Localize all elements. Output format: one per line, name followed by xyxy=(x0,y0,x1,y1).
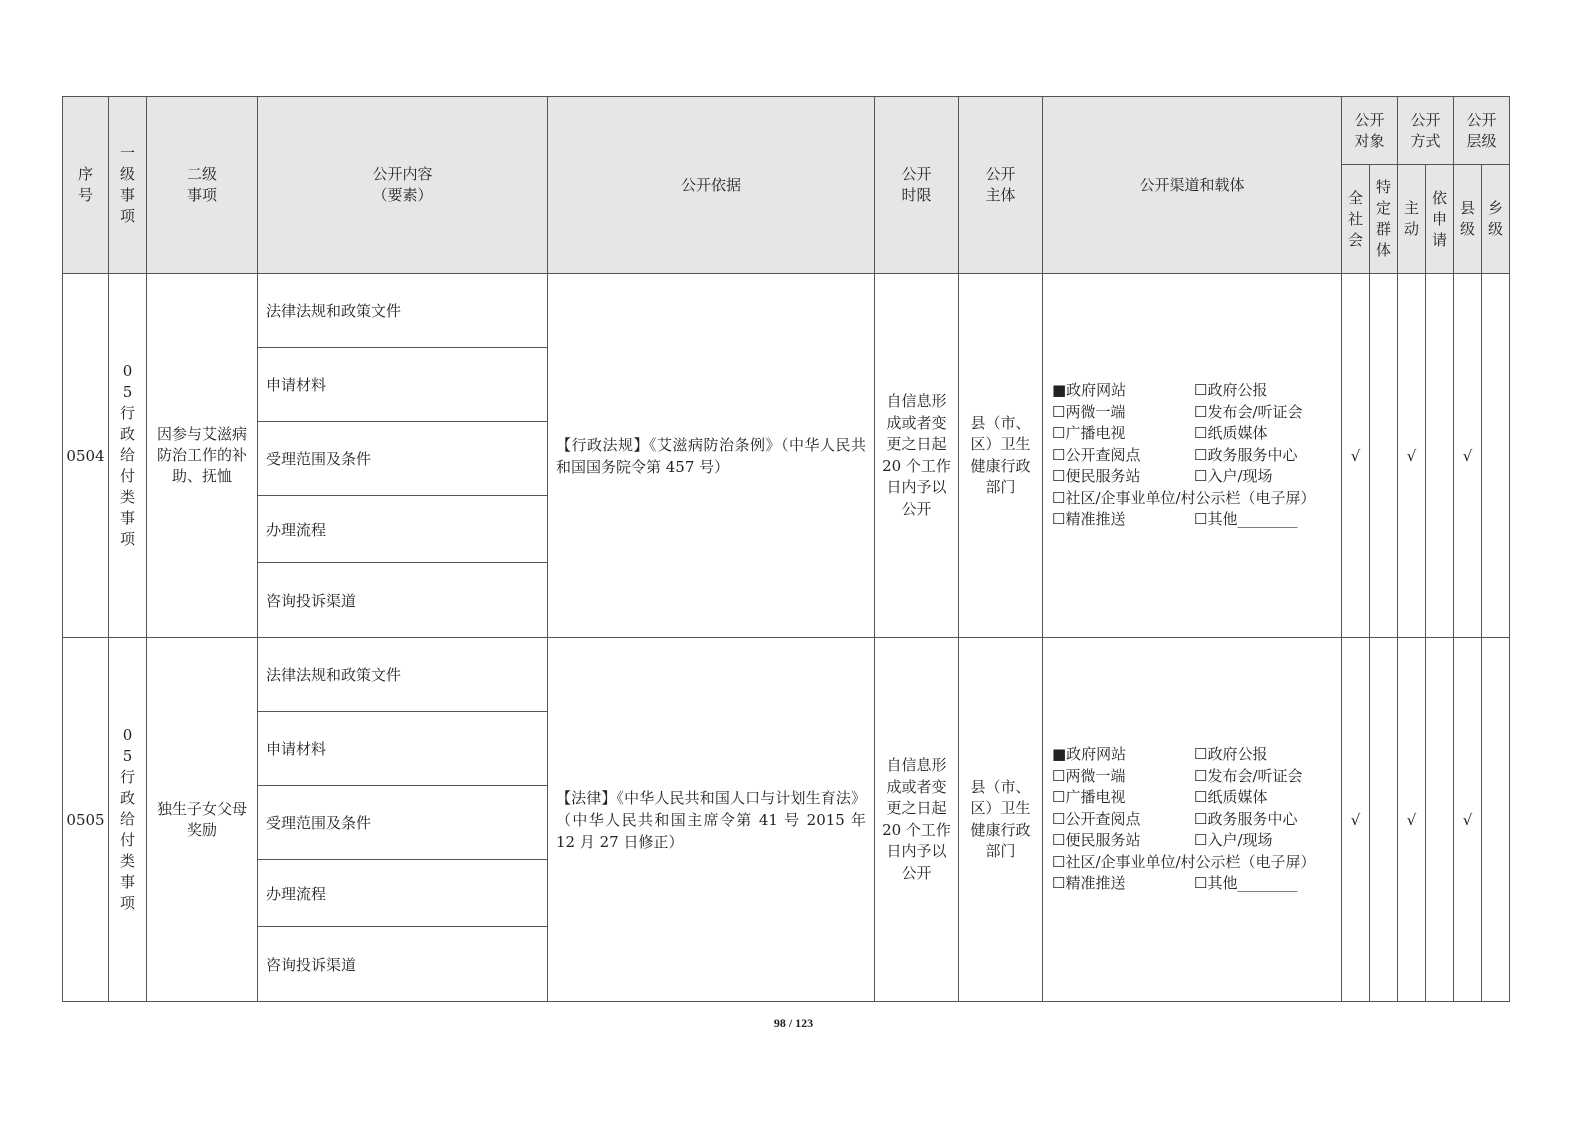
channel-item: ☐精准推送 xyxy=(1052,874,1126,893)
row-seq: 0505 xyxy=(63,638,109,1002)
mark-target-all: √ xyxy=(1342,274,1370,638)
channel-item: ☐入户/现场 xyxy=(1194,467,1273,486)
mark-target-group xyxy=(1370,274,1398,638)
channel-item: ☐公开查阅点 xyxy=(1052,445,1141,464)
mark-method-apply xyxy=(1426,274,1454,638)
channel-item: ☐社区/企事业单位/村公示栏（电子屏） xyxy=(1052,852,1316,871)
channel-item: ☐纸质媒体 xyxy=(1194,788,1268,807)
row-seq: 0504 xyxy=(63,274,109,638)
header-target-all: 全社会 xyxy=(1342,165,1370,274)
channel-item: ☐两微一端 xyxy=(1052,402,1126,421)
header-seq: 序号 xyxy=(63,97,109,274)
channel-item: ☐社区/企事业单位/村公示栏（电子屏） xyxy=(1052,488,1316,507)
header-target: 公开对象 xyxy=(1342,97,1398,165)
mark-target-group xyxy=(1370,638,1398,1002)
mark-target-all: √ xyxy=(1342,638,1370,1002)
row-level2: 因参与艾滋病防治工作的补助、抚恤 xyxy=(147,274,258,638)
header-method-apply: 依申请 xyxy=(1426,165,1454,274)
row-channels xyxy=(1043,274,1342,638)
table-row xyxy=(63,274,1510,348)
row-time-limit: 自信息形成或者变更之日起 20 个工作日内予以公开 xyxy=(875,274,959,638)
element-item: 咨询投诉渠道 xyxy=(258,563,548,638)
row-subject: 县（市、区）卫生健康行政部门 xyxy=(959,638,1043,1002)
row-channels xyxy=(1043,638,1342,1002)
mark-level-town xyxy=(1482,638,1510,1002)
header-level-county: 县级 xyxy=(1454,165,1482,274)
header-target-group: 特定群体 xyxy=(1370,165,1398,274)
element-item: 申请材料 xyxy=(258,712,548,786)
channel-item: ☐政府公报 xyxy=(1194,381,1268,400)
header-level-town: 乡级 xyxy=(1482,165,1510,274)
element-item: 法律法规和政策文件 xyxy=(258,638,548,712)
channel-item: ☐广播电视 xyxy=(1052,424,1126,443)
mark-level-county: √ xyxy=(1454,638,1482,1002)
row-level1: 05行政给付类事项 xyxy=(109,274,147,638)
mark-method-active: √ xyxy=(1398,638,1426,1002)
table-row xyxy=(63,638,1510,712)
element-item: 办理流程 xyxy=(258,860,548,927)
element-item: 受理范围及条件 xyxy=(258,422,548,496)
header-basis: 公开依据 xyxy=(548,97,875,274)
row-level1: 05行政给付类事项 xyxy=(109,638,147,1002)
channel-item: ☐其他________ xyxy=(1194,510,1298,529)
row-subject: 县（市、区）卫生健康行政部门 xyxy=(959,274,1043,638)
header-content-sub: （要素） xyxy=(372,186,433,204)
channel-item: ☐精准推送 xyxy=(1052,510,1126,529)
mark-level-county: √ xyxy=(1454,274,1482,638)
mark-method-active: √ xyxy=(1398,274,1426,638)
row-basis: 【法律】《中华人民共和国人口与计划生育法》（中华人民共和国主席令第 41 号 2015 年 12 月 27 日修正） xyxy=(548,638,875,1002)
channel-item: ☐发布会/听证会 xyxy=(1194,402,1303,421)
element-item: 咨询投诉渠道 xyxy=(258,927,548,1002)
disclosure-table xyxy=(62,96,1510,1002)
header-subject: 公开主体 xyxy=(959,97,1043,274)
row-level2: 独生子女父母奖励 xyxy=(147,638,258,1002)
mark-method-apply xyxy=(1426,638,1454,1002)
channel-item: ☐政府公报 xyxy=(1194,745,1268,764)
mark-level-town xyxy=(1482,274,1510,638)
element-item: 受理范围及条件 xyxy=(258,786,548,860)
channel-item: ■政府网站 xyxy=(1052,381,1127,400)
element-item: 申请材料 xyxy=(258,348,548,422)
header-method: 公开方式 xyxy=(1398,97,1454,165)
channel-item: ☐其他________ xyxy=(1194,874,1298,893)
header-time-limit: 公开时限 xyxy=(875,97,959,274)
header-level2: 二级事项 xyxy=(147,97,258,274)
channel-item: ☐广播电视 xyxy=(1052,788,1126,807)
channel-item: ☐入户/现场 xyxy=(1194,831,1273,850)
channel-item: ☐便民服务站 xyxy=(1052,467,1141,486)
page-number: 98 / 123 xyxy=(773,1016,814,1030)
channel-item: ☐纸质媒体 xyxy=(1194,424,1268,443)
channel-item: ☐发布会/听证会 xyxy=(1194,766,1303,785)
channel-item: ☐便民服务站 xyxy=(1052,831,1141,850)
row-time-limit: 自信息形成或者变更之日起 20 个工作日内予以公开 xyxy=(875,638,959,1002)
header-level: 公开层级 xyxy=(1454,97,1510,165)
header-content-main: 公开内容 xyxy=(372,165,433,183)
channel-item: ■政府网站 xyxy=(1052,745,1127,764)
channel-item: ☐公开查阅点 xyxy=(1052,809,1141,828)
element-item: 法律法规和政策文件 xyxy=(258,274,548,348)
channel-item: ☐两微一端 xyxy=(1052,766,1126,785)
element-item: 办理流程 xyxy=(258,496,548,563)
channel-item: ☐政务服务中心 xyxy=(1194,809,1298,828)
header-method-active: 主动 xyxy=(1398,165,1426,274)
header-content xyxy=(258,97,548,274)
header-channels: 公开渠道和载体 xyxy=(1043,97,1342,274)
header-level1: 一级事项 xyxy=(109,97,147,274)
channel-item: ☐政务服务中心 xyxy=(1194,445,1298,464)
row-basis: 【行政法规】《艾滋病防治条例》（中华人民共和国国务院令第 457 号） xyxy=(548,274,875,638)
